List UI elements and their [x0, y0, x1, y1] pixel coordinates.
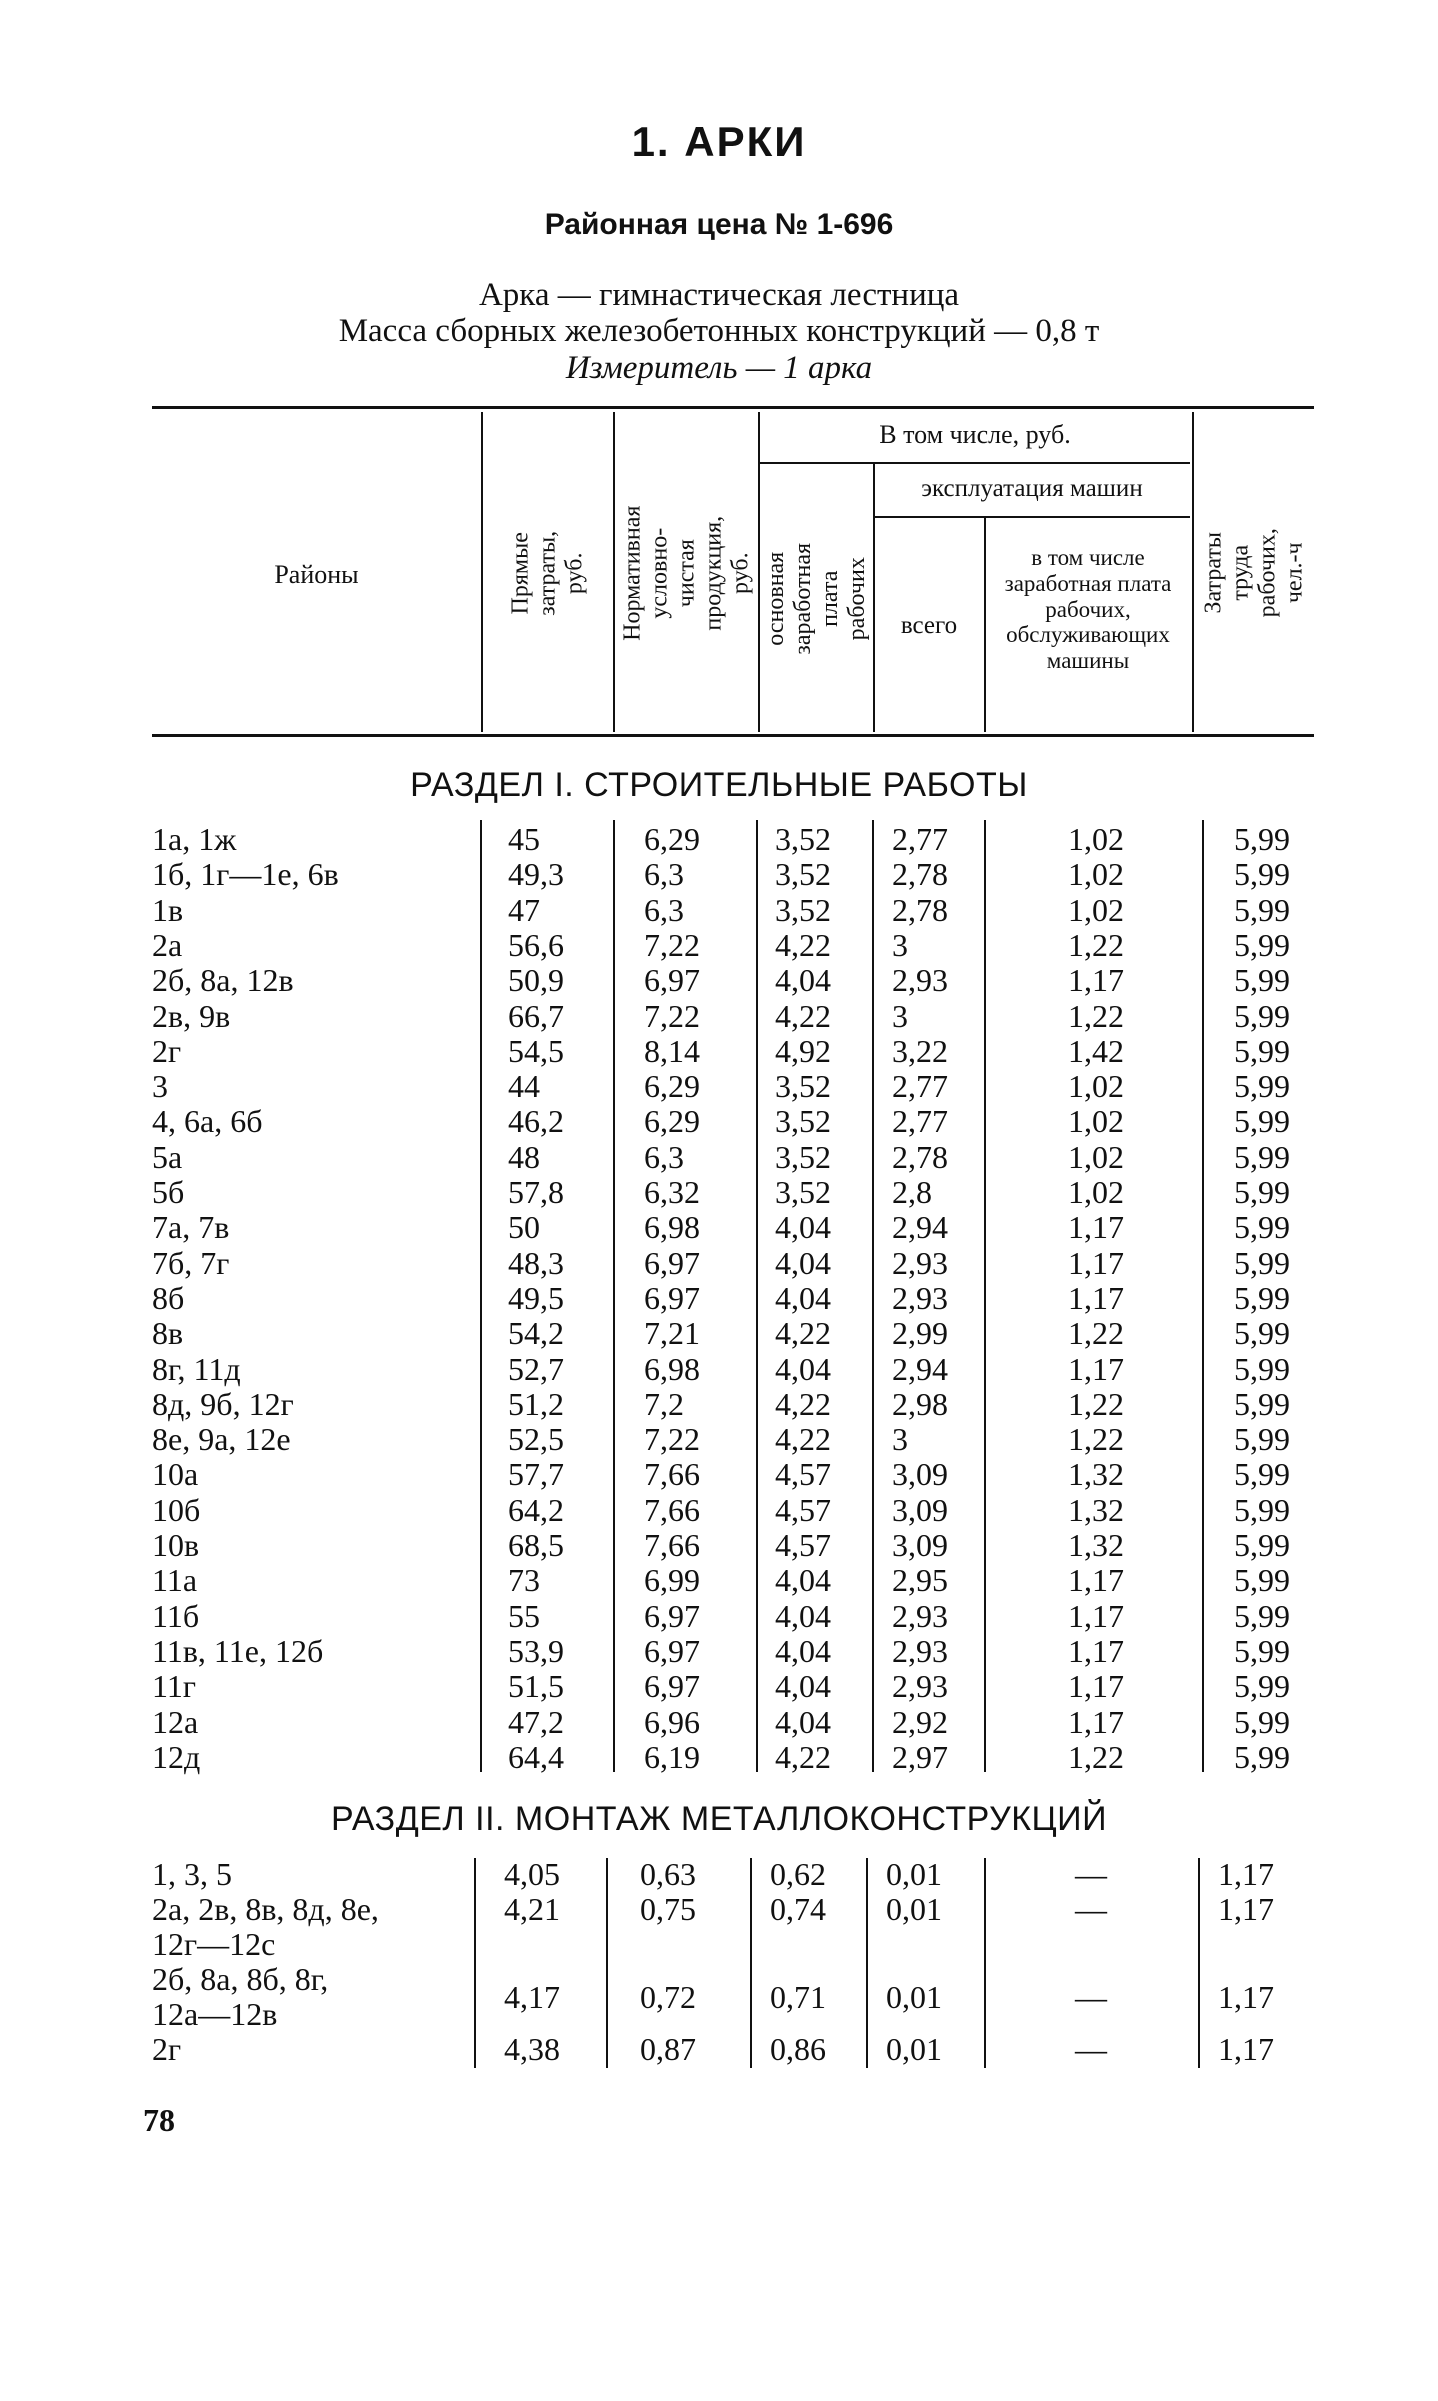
machine-total-cell: 3: [892, 997, 908, 1034]
labor-cell: 5,99: [1234, 1421, 1290, 1458]
base-wage-cell: 4,57: [775, 1491, 831, 1528]
machine-total-cell: 2,93: [892, 962, 948, 999]
operator-wage-cell: 1,32: [1068, 1491, 1124, 1528]
labor-cell: 5,99: [1234, 1315, 1290, 1352]
machine-total-cell: 2,78: [892, 891, 948, 928]
region-cell: 7б, 7г: [152, 1244, 230, 1281]
direct-cost-cell: 55: [508, 1597, 540, 1634]
direct-cost-cell: 68,5: [508, 1527, 564, 1563]
operator-wage-cell: 1,22: [1068, 926, 1124, 963]
machine-total-cell: 2,77: [892, 1068, 948, 1105]
machine-total-cell: 2,92: [892, 1703, 948, 1740]
table-row: [0, 1069, 1438, 1104]
operator-wage-cell: 1,02: [1068, 1174, 1124, 1210]
table-row: [0, 1104, 1438, 1139]
direct-cost-cell: 49,3: [508, 856, 564, 893]
base-wage-cell: 4,04: [775, 1244, 831, 1281]
operator-wage-cell: 1,22: [1068, 1315, 1124, 1352]
normative-cell: 6,97: [644, 1279, 700, 1316]
page-number: 78: [143, 2102, 175, 2138]
machine-total-cell: 2,94: [892, 1350, 948, 1387]
normative-cell: 6,97: [644, 1597, 700, 1634]
table-row: [0, 1246, 1438, 1281]
table-row: [0, 1599, 1438, 1634]
table-row: [0, 893, 1438, 928]
labor-cell: 5,99: [1234, 891, 1290, 928]
region-cell-continued: 12а—12в: [152, 1996, 278, 2032]
base-wage-cell: 4,04: [775, 1668, 831, 1705]
district-price-label: Районная цена № 1-696: [544, 208, 894, 241]
machine-total-cell: 0,01: [886, 2031, 942, 2067]
operator-wage-cell: 1,17: [1068, 1350, 1124, 1387]
labor-cell: 5,99: [1234, 1738, 1290, 1775]
base-wage-cell: 4,04: [775, 1209, 831, 1246]
header-bottom-rule: [152, 734, 1314, 737]
table-row: [0, 1669, 1438, 1704]
operator-wage-cell: —: [1075, 1979, 1107, 2015]
base-wage-cell: 4,57: [775, 1527, 831, 1563]
normative-cell: 8,14: [644, 1032, 700, 1069]
header-total: всего: [900, 612, 958, 639]
direct-cost-cell: 46,2: [508, 1103, 564, 1140]
table-row: [0, 1857, 1438, 1892]
normative-cell: 7,66: [644, 1491, 700, 1528]
region-cell: 8г, 11д: [152, 1350, 241, 1387]
operator-wage-cell: 1,17: [1068, 1632, 1124, 1669]
labor-cell: 5,99: [1234, 1527, 1290, 1563]
labor-cell: 5,99: [1234, 962, 1290, 999]
normative-cell: 6,97: [644, 1632, 700, 1669]
base-wage-cell: 4,22: [775, 1738, 831, 1775]
region-cell: 1, 3, 5: [152, 1856, 232, 1892]
operator-wage-cell: 1,32: [1068, 1456, 1124, 1493]
base-wage-cell: 4,04: [775, 1597, 831, 1634]
operator-wage-cell: 1,22: [1068, 1385, 1124, 1422]
operator-wage-cell: 1,17: [1068, 1668, 1124, 1705]
header-machine-ops: эксплуатация машин: [921, 475, 1143, 502]
direct-cost-cell: 47,2: [508, 1703, 564, 1740]
direct-cost-cell: 51,5: [508, 1668, 564, 1705]
normative-cell: 6,29: [644, 821, 700, 857]
labor-cell: 5,99: [1234, 1597, 1290, 1634]
table-row: [0, 1962, 1438, 2032]
operator-wage-cell: 1,17: [1068, 1279, 1124, 1316]
region-cell: 2а: [152, 926, 183, 963]
operator-wage-cell: 1,02: [1068, 1103, 1124, 1140]
machine-total-cell: 3,22: [892, 1032, 948, 1069]
machine-total-cell: 2,77: [892, 821, 948, 857]
direct-cost-cell: 64,4: [508, 1738, 564, 1775]
direct-cost-cell: 4,17: [504, 1979, 560, 2015]
table-row: [0, 1634, 1438, 1669]
normative-cell: 6,29: [644, 1103, 700, 1140]
direct-cost-cell: 52,5: [508, 1421, 564, 1458]
table-row: [0, 1281, 1438, 1316]
machine-total-cell: 3: [892, 1421, 908, 1458]
normative-cell: 7,2: [644, 1385, 684, 1422]
labor-cell: 5,99: [1234, 1032, 1290, 1069]
region-cell: 10б: [152, 1491, 201, 1528]
region-cell: 12а: [152, 1703, 199, 1740]
direct-cost-cell: 49,5: [508, 1279, 564, 1316]
machine-total-cell: 2,78: [892, 856, 948, 893]
direct-cost-cell: 44: [508, 1068, 540, 1105]
direct-cost-cell: 45: [508, 821, 540, 857]
labor-cell: 5,99: [1234, 1350, 1290, 1387]
base-wage-cell: 0,62: [770, 1856, 826, 1892]
table-row: [0, 822, 1438, 857]
header-including: В том числе, руб.: [879, 420, 1071, 449]
operator-wage-cell: —: [1075, 1856, 1107, 1892]
machine-total-cell: 2,93: [892, 1632, 948, 1669]
machine-total-cell: 2,93: [892, 1597, 948, 1634]
operator-wage-cell: 1,17: [1068, 962, 1124, 999]
base-wage-cell: 4,22: [775, 1421, 831, 1458]
base-wage-cell: 3,52: [775, 891, 831, 928]
operator-wage-cell: 1,17: [1068, 1703, 1124, 1740]
direct-cost-cell: 50,9: [508, 962, 564, 999]
table-row: [0, 1140, 1438, 1175]
header-sep-4: [873, 464, 875, 732]
machine-rule: [874, 516, 1190, 518]
operator-wage-cell: —: [1075, 2031, 1107, 2067]
operator-wage-cell: 1,17: [1068, 1244, 1124, 1281]
header-base-wage: основная заработная плата рабочих: [762, 543, 870, 655]
direct-cost-cell: 56,6: [508, 926, 564, 963]
operator-wage-cell: 1,02: [1068, 891, 1124, 928]
labor-cell: 5,99: [1234, 1456, 1290, 1493]
region-cell: 5б: [152, 1174, 185, 1210]
table-row: [0, 1034, 1438, 1069]
region-cell-continued: 12г—12с: [152, 1926, 276, 1962]
table-row: [0, 1493, 1438, 1528]
direct-cost-cell: 50: [508, 1209, 540, 1246]
labor-cell: 5,99: [1234, 1491, 1290, 1528]
normative-cell: 7,66: [644, 1456, 700, 1493]
machine-total-cell: 0,01: [886, 1891, 942, 1927]
header-sep-5: [984, 518, 986, 732]
normative-cell: 7,66: [644, 1527, 700, 1563]
region-cell: 1б, 1г—1е, 6в: [152, 856, 339, 893]
normative-cell: 6,19: [644, 1738, 700, 1775]
direct-cost-cell: 57,7: [508, 1456, 564, 1493]
header-normative: Нормативная условно-чистая продукция, руб.: [619, 505, 753, 641]
region-cell: 7а, 7в: [152, 1209, 230, 1246]
region-cell: 1в: [152, 891, 184, 928]
labor-cell: 5,99: [1234, 1103, 1290, 1140]
labor-cell: 5,99: [1234, 1068, 1290, 1105]
region-cell: 11а: [152, 1562, 198, 1599]
machine-total-cell: 2,8: [892, 1174, 932, 1210]
labor-cell: 5,99: [1234, 1632, 1290, 1669]
normative-cell: 0,72: [640, 1979, 696, 2015]
normative-cell: 6,99: [644, 1562, 700, 1599]
normative-cell: 0,63: [640, 1856, 696, 1892]
region-cell: 11г: [152, 1668, 196, 1705]
section1-title: РАЗДЕЛ I. СТРОИТЕЛЬНЫЕ РАБОТЫ: [410, 766, 1028, 804]
base-wage-cell: 3,52: [775, 856, 831, 893]
region-cell: 11б: [152, 1597, 200, 1634]
header-direct-costs: Прямые затраты, руб.: [507, 530, 588, 616]
normative-cell: 6,3: [644, 856, 684, 893]
labor-cell: 5,99: [1234, 1138, 1290, 1175]
region-cell: 5а: [152, 1138, 183, 1175]
base-wage-cell: 4,04: [775, 962, 831, 999]
labor-cell: 5,99: [1234, 1385, 1290, 1422]
labor-cell: 1,17: [1218, 1979, 1274, 2015]
table-row: [0, 1210, 1438, 1245]
base-wage-cell: 4,22: [775, 997, 831, 1034]
including-rule: [760, 462, 1190, 464]
direct-cost-cell: 4,38: [504, 2031, 560, 2067]
labor-cell: 5,99: [1234, 1209, 1290, 1246]
table-row: [0, 1316, 1438, 1351]
region-cell: 2г: [152, 2031, 182, 2067]
table-row: [0, 1457, 1438, 1492]
table-row: [0, 857, 1438, 892]
machine-total-cell: 3,09: [892, 1491, 948, 1528]
operator-wage-cell: 1,22: [1068, 1421, 1124, 1458]
direct-cost-cell: 48,3: [508, 1244, 564, 1281]
normative-cell: 7,22: [644, 1421, 700, 1458]
base-wage-cell: 4,22: [775, 1385, 831, 1422]
base-wage-cell: 3,52: [775, 1174, 831, 1210]
table-row: [0, 1563, 1438, 1598]
table-row: [0, 1175, 1438, 1210]
machine-total-cell: 2,93: [892, 1668, 948, 1705]
table-row: [0, 1740, 1438, 1775]
region-cell: 2б, 8а, 8б, 8г,: [152, 1961, 329, 1997]
table-row: [0, 1705, 1438, 1740]
labor-cell: 1,17: [1218, 1891, 1274, 1927]
table-row: [0, 1892, 1438, 1962]
region-cell: 2г: [152, 1032, 182, 1069]
direct-cost-cell: 73: [508, 1562, 540, 1599]
subtitle-mass: Масса сборных железобетонных конструкций — 0,8 т: [338, 313, 1100, 349]
base-wage-cell: 4,04: [775, 1703, 831, 1740]
labor-cell: 5,99: [1234, 821, 1290, 857]
operator-wage-cell: 1,02: [1068, 1068, 1124, 1105]
operator-wage-cell: 1,17: [1068, 1597, 1124, 1634]
machine-total-cell: 2,93: [892, 1279, 948, 1316]
region-cell: 11в, 11е, 12б: [152, 1632, 324, 1669]
machine-total-cell: 2,95: [892, 1562, 948, 1599]
labor-cell: 1,17: [1218, 1856, 1274, 1892]
subtitle-item: Арка — гимнастическая лестница: [478, 277, 960, 313]
base-wage-cell: 0,74: [770, 1891, 826, 1927]
operator-wage-cell: 1,17: [1068, 1209, 1124, 1246]
base-wage-cell: 3,52: [775, 1103, 831, 1140]
operator-wage-cell: 1,22: [1068, 1738, 1124, 1775]
normative-cell: 6,32: [644, 1174, 700, 1210]
region-cell: 8в: [152, 1315, 184, 1352]
base-wage-cell: 3,52: [775, 1138, 831, 1175]
base-wage-cell: 4,04: [775, 1350, 831, 1387]
normative-cell: 6,97: [644, 962, 700, 999]
section2-title: РАЗДЕЛ II. МОНТАЖ МЕТАЛЛОКОНСТРУКЦИЙ: [330, 1800, 1108, 1838]
direct-cost-cell: 54,5: [508, 1032, 564, 1069]
table-row: [0, 1352, 1438, 1387]
direct-cost-cell: 51,2: [508, 1385, 564, 1422]
direct-cost-cell: 53,9: [508, 1632, 564, 1669]
normative-cell: 6,29: [644, 1068, 700, 1105]
region-cell: 10а: [152, 1456, 199, 1493]
region-cell: 3: [152, 1068, 168, 1105]
base-wage-cell: 4,04: [775, 1632, 831, 1669]
machine-total-cell: 2,98: [892, 1385, 948, 1422]
region-cell: 12д: [152, 1738, 201, 1775]
operator-wage-cell: —: [1075, 1891, 1107, 1927]
region-cell: 1а, 1ж: [152, 821, 237, 857]
base-wage-cell: 4,04: [775, 1562, 831, 1599]
direct-cost-cell: 52,7: [508, 1350, 564, 1387]
header-operator-wage: в том числе заработная плата рабочих, обслуживающих машины: [1004, 545, 1172, 673]
region-cell: 4, 6а, 6б: [152, 1103, 263, 1140]
normative-cell: 6,96: [644, 1703, 700, 1740]
labor-cell: 5,99: [1234, 1562, 1290, 1599]
operator-wage-cell: 1,32: [1068, 1527, 1124, 1563]
table-row: [0, 1422, 1438, 1457]
header-labor: Затраты труда рабочих, чел.-ч: [1200, 528, 1307, 618]
region-cell: 2б, 8а, 12в: [152, 962, 294, 999]
subtitle-measure: Измеритель — 1 арка: [565, 350, 873, 386]
labor-cell: 5,99: [1234, 1244, 1290, 1281]
table-row: [0, 1528, 1438, 1563]
labor-cell: 5,99: [1234, 926, 1290, 963]
normative-cell: 6,3: [644, 891, 684, 928]
header-top-rule: [152, 406, 1314, 409]
normative-cell: 7,22: [644, 926, 700, 963]
machine-total-cell: 3,09: [892, 1456, 948, 1493]
operator-wage-cell: 1,42: [1068, 1032, 1124, 1069]
base-wage-cell: 3,52: [775, 1068, 831, 1105]
operator-wage-cell: 1,02: [1068, 1138, 1124, 1175]
direct-cost-cell: 57,8: [508, 1174, 564, 1210]
base-wage-cell: 0,86: [770, 2031, 826, 2067]
operator-wage-cell: 1,22: [1068, 997, 1124, 1034]
direct-cost-cell: 4,05: [504, 1856, 560, 1892]
base-wage-cell: 4,22: [775, 1315, 831, 1352]
region-cell: 8б: [152, 1279, 185, 1316]
table-row: [0, 999, 1438, 1034]
machine-total-cell: 2,93: [892, 1244, 948, 1281]
machine-total-cell: 2,94: [892, 1209, 948, 1246]
normative-cell: 0,87: [640, 2031, 696, 2067]
labor-cell: 5,99: [1234, 1279, 1290, 1316]
header-regions: Районы: [274, 560, 359, 589]
labor-cell: 5,99: [1234, 997, 1290, 1034]
direct-cost-cell: 47: [508, 891, 540, 928]
normative-cell: 6,98: [644, 1209, 700, 1246]
machine-total-cell: 2,77: [892, 1103, 948, 1140]
direct-cost-cell: 48: [508, 1138, 540, 1175]
region-cell: 2в, 9в: [152, 997, 231, 1034]
base-wage-cell: 4,57: [775, 1456, 831, 1493]
labor-cell: 5,99: [1234, 1668, 1290, 1705]
normative-cell: 7,22: [644, 997, 700, 1034]
direct-cost-cell: 54,2: [508, 1315, 564, 1352]
machine-total-cell: 2,99: [892, 1315, 948, 1352]
operator-wage-cell: 1,17: [1068, 1562, 1124, 1599]
base-wage-cell: 4,22: [775, 926, 831, 963]
table-row: [0, 928, 1438, 963]
page-title: 1. АРКИ: [631, 118, 807, 165]
region-cell: 8д, 9б, 12г: [152, 1385, 294, 1422]
machine-total-cell: 0,01: [886, 1979, 942, 2015]
normative-cell: 7,21: [644, 1315, 700, 1352]
table-row: [0, 1387, 1438, 1422]
normative-cell: 6,98: [644, 1350, 700, 1387]
machine-total-cell: 2,78: [892, 1138, 948, 1175]
region-cell: 2а, 2в, 8в, 8д, 8е,: [152, 1891, 379, 1927]
region-cell: 8е, 9а, 12е: [152, 1421, 291, 1458]
base-wage-cell: 4,04: [775, 1279, 831, 1316]
normative-cell: 6,97: [644, 1244, 700, 1281]
normative-cell: 6,3: [644, 1138, 684, 1175]
labor-cell: 5,99: [1234, 856, 1290, 893]
direct-cost-cell: 4,21: [504, 1891, 560, 1927]
base-wage-cell: 4,92: [775, 1032, 831, 1069]
region-cell: 10в: [152, 1527, 200, 1563]
operator-wage-cell: 1,02: [1068, 821, 1124, 857]
labor-cell: 5,99: [1234, 1174, 1290, 1210]
machine-total-cell: 3: [892, 926, 908, 963]
machine-total-cell: 0,01: [886, 1856, 942, 1892]
normative-cell: 0,75: [640, 1891, 696, 1927]
labor-cell: 1,17: [1218, 2031, 1274, 2067]
labor-cell: 5,99: [1234, 1703, 1290, 1740]
machine-total-cell: 3,09: [892, 1527, 948, 1563]
normative-cell: 6,97: [644, 1668, 700, 1705]
machine-total-cell: 2,97: [892, 1738, 948, 1775]
base-wage-cell: 0,71: [770, 1979, 826, 2015]
table-row: [0, 2032, 1438, 2067]
base-wage-cell: 3,52: [775, 821, 831, 857]
direct-cost-cell: 64,2: [508, 1491, 564, 1528]
operator-wage-cell: 1,02: [1068, 856, 1124, 893]
table-row: [0, 963, 1438, 998]
direct-cost-cell: 66,7: [508, 997, 564, 1034]
